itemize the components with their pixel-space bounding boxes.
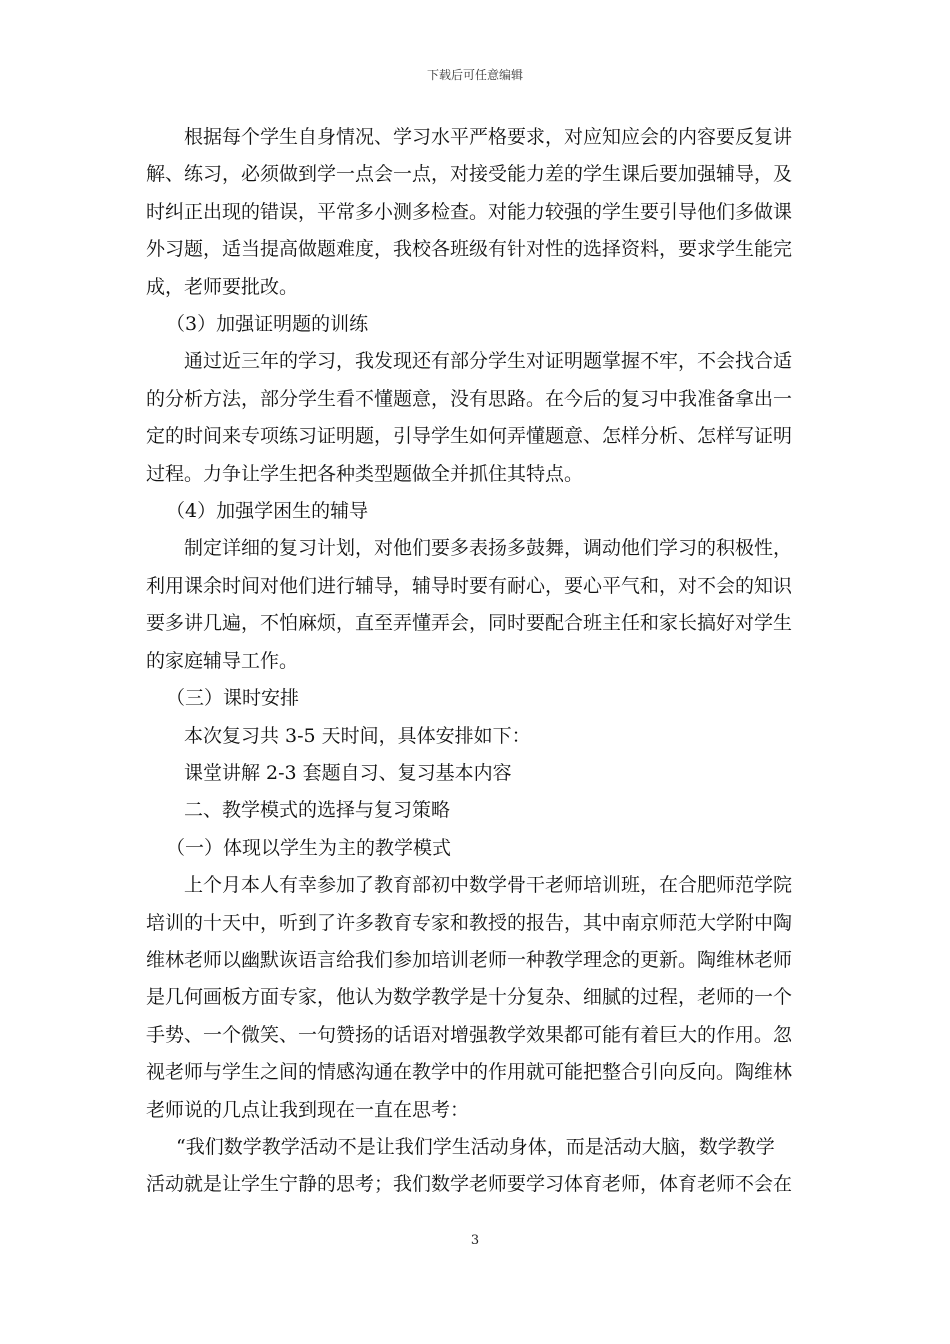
section-heading: （4）加强学困生的辅导 (166, 500, 369, 523)
text-line: 视老师与学生之间的情感沟通在教学中的作用就可能把整合引向反向。陶维林 (146, 1061, 793, 1084)
text-line: 解、练习，必须做到学一点会一点，对接受能力差的学生课后要加强辅导，及 (146, 163, 793, 186)
text-line: 培训的十天中，听到了许多教育专家和教授的报告，其中南京师范大学附中陶 (146, 911, 793, 934)
text-line: 利用课余时间对他们进行辅导，辅导时要有耐心，要心平气和，对不会的知识 (146, 574, 793, 597)
text-line: 的家庭辅导工作。 (146, 649, 299, 672)
page-header: 下载后可任意编辑 (426, 68, 523, 82)
section-heading: （三）课时安排 (166, 687, 300, 710)
text-line: 活动就是让学生宁静的思考；我们数学老师要学习体育老师，体育老师不会在 (146, 1173, 793, 1196)
text-line: 的分析方法，部分学生看不懂题意，没有思路。在今后的复习中我准备拿出一 (146, 387, 793, 410)
text-line: 本次复习共 3-5 天时间，具体安排如下： (184, 724, 531, 747)
text-line: 维林老师以幽默诙语言给我们参加培训老师一种教学理念的更新。陶维林老师 (146, 948, 793, 971)
text-line: 手势、一个微笑、一句赞扬的话语对增强教学效果都可能有着巨大的作用。忽 (146, 1023, 793, 1046)
text-line: “我们数学教学活动不是让我们学生活动身体，而是活动大脑，数学教学 (176, 1135, 775, 1158)
text-line: 定的时间来专项练习证明题，引导学生如何弄懂题意、怎样分析、怎样写证明 (146, 425, 793, 448)
text-line: 外习题，适当提高做题难度，我校各班级有针对性的选择资料，要求学生能完 (146, 238, 793, 261)
text-line: 老师说的几点让我到现在一直在思考： (146, 1098, 470, 1121)
section-heading: （一）体现以学生为主的教学模式 (166, 836, 452, 859)
text-line: 成，老师要批改。 (146, 275, 299, 298)
text-line: 课堂讲解 2-3 套题自习、复习基本内容 (184, 761, 512, 784)
text-line: 通过近三年的学习，我发现还有部分学生对证明题掌握不牢，不会找合适 (184, 350, 793, 373)
text-line: 是几何画板方面专家，他认为数学教学是十分复杂、细腻的过程，老师的一个 (146, 986, 793, 1009)
section-heading: （3）加强证明题的训练 (166, 313, 369, 336)
text-line: 根据每个学生自身情况、学习水平严格要求，对应知应会的内容要反复讲 (184, 126, 793, 148)
text-line: 制定详细的复习计划，对他们要多表扬多鼓舞，调动他们学习的积极性， (184, 537, 793, 560)
document-body (146, 119, 804, 1204)
section-heading: 二、教学模式的选择与复习策略 (184, 799, 451, 822)
text-line: 上个月本人有幸参加了教育部初中数学骨干老师培训班，在合肥师范学院 (184, 874, 793, 897)
page-number: 3 (470, 1233, 480, 1248)
text-line: 要多讲几遍，不怕麻烦，直至弄懂弄会，同时要配合班主任和家长搞好对学生 (146, 612, 793, 635)
text-line: 过程。力争让学生把各种类型题做全并抓住其特点。 (146, 462, 584, 485)
text-line: 时纠正出现的错误，平常多小测多检查。对能力较强的学生要引导他们多做课 (146, 200, 793, 223)
